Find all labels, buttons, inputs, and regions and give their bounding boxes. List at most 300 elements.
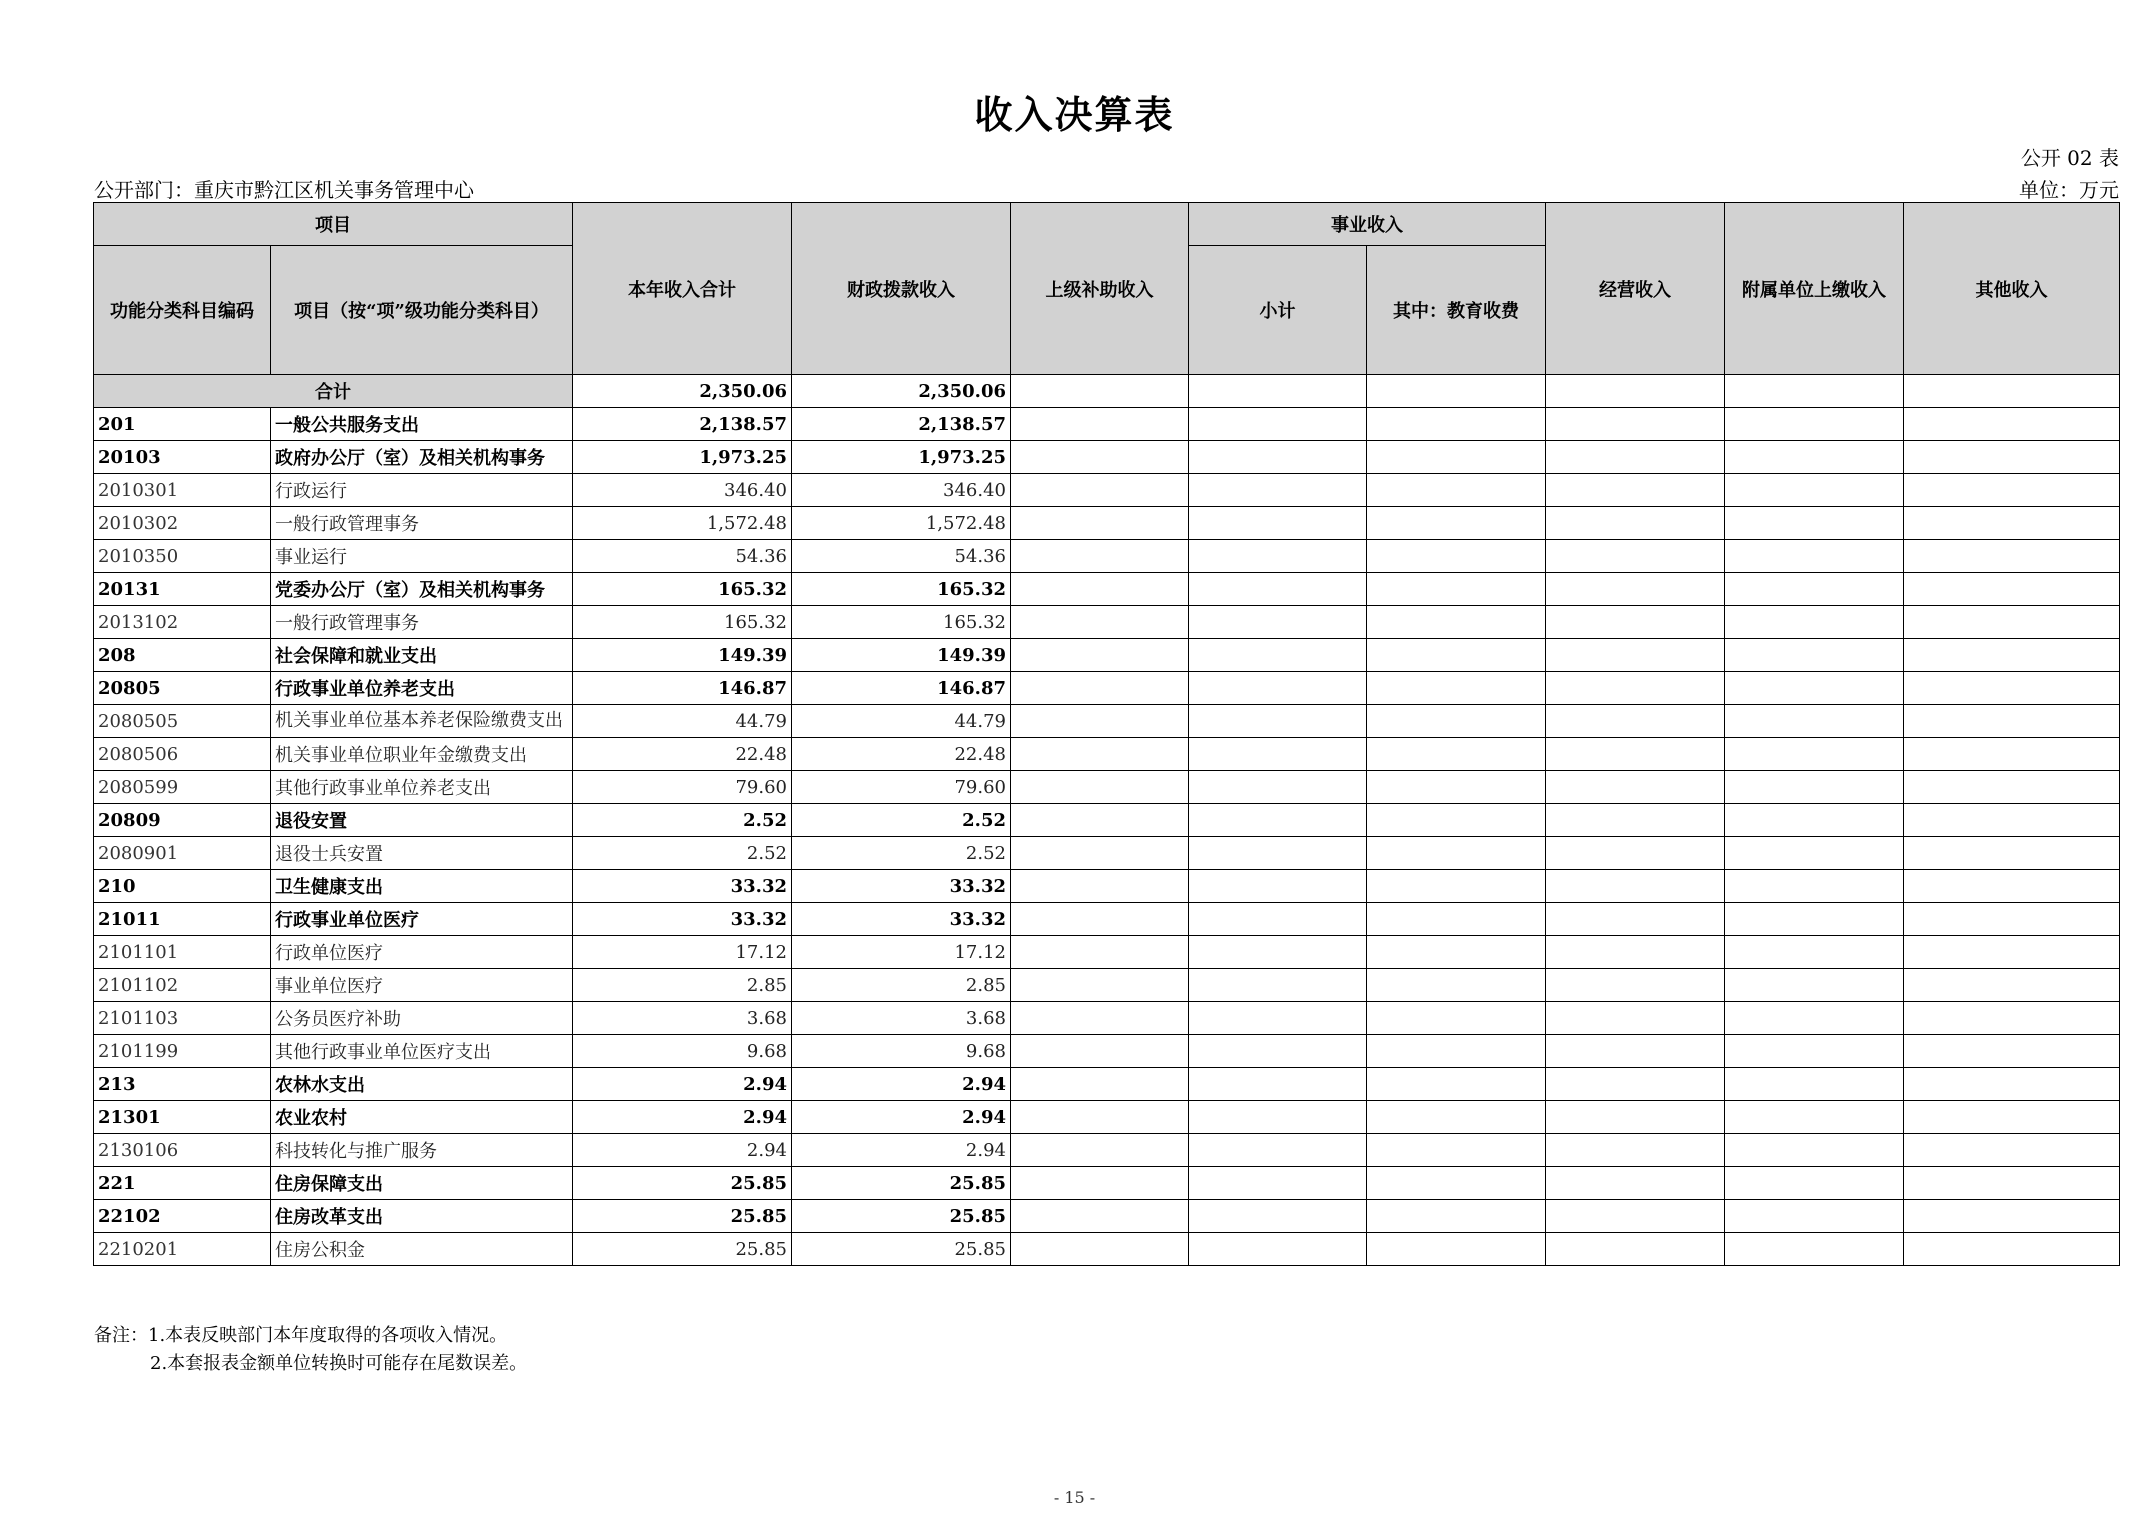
func-code-cell: 2080599 (94, 771, 271, 804)
other-income-cell (1904, 1068, 2120, 1101)
education-fee-cell (1367, 771, 1546, 804)
total-income-cell: 1,973.25 (573, 441, 792, 474)
total-income-cell: 33.32 (573, 903, 792, 936)
affiliated-cell (1725, 639, 1904, 672)
affiliated-cell (1725, 969, 1904, 1002)
header-item-name: 项目（按“项”级功能分类科目） (271, 246, 573, 375)
department-label: 公开部门：重庆市黔江区机关事务管理中心 (94, 178, 474, 202)
table-row (94, 507, 2120, 540)
operating-cell (1546, 474, 1725, 507)
affiliated-cell (1725, 837, 1904, 870)
other-income-cell (1904, 771, 2120, 804)
total-income-cell: 2.52 (573, 804, 792, 837)
item-name-cell: 公务员医疗补助 (271, 1002, 573, 1035)
business-subtotal-cell (1189, 1233, 1367, 1266)
operating-cell (1546, 903, 1725, 936)
affiliated-cell (1725, 738, 1904, 771)
education-fee-cell (1367, 1101, 1546, 1134)
item-name-cell: 社会保障和就业支出 (271, 639, 573, 672)
business-subtotal-cell (1189, 1002, 1367, 1035)
affiliated-cell (1725, 1167, 1904, 1200)
affiliated-cell (1725, 573, 1904, 606)
subsidy-cell (1011, 606, 1189, 639)
business-subtotal-cell (1189, 672, 1367, 705)
business-subtotal-cell (1189, 1200, 1367, 1233)
business-subtotal-cell (1189, 606, 1367, 639)
item-name-cell: 行政单位医疗 (271, 936, 573, 969)
education-fee-cell (1367, 1200, 1546, 1233)
table-body (94, 375, 2120, 1266)
func-code-cell: 2130106 (94, 1134, 271, 1167)
fiscal-cell: 3.68 (792, 1002, 1011, 1035)
subsidy-cell (1011, 540, 1189, 573)
item-name-cell: 事业运行 (271, 540, 573, 573)
total-income-cell: 54.36 (573, 540, 792, 573)
affiliated-cell (1725, 507, 1904, 540)
operating-cell (1546, 507, 1725, 540)
empty-cell (1904, 375, 2120, 408)
subsidy-cell (1011, 804, 1189, 837)
subsidy-cell (1011, 771, 1189, 804)
education-fee-cell (1367, 903, 1546, 936)
total-income-cell: 79.60 (573, 771, 792, 804)
fiscal-cell: 1,973.25 (792, 441, 1011, 474)
affiliated-cell (1725, 408, 1904, 441)
func-code-cell: 20809 (94, 804, 271, 837)
func-code-cell: 2013102 (94, 606, 271, 639)
operating-cell (1546, 1233, 1725, 1266)
business-subtotal-cell (1189, 969, 1367, 1002)
subsidy-cell (1011, 705, 1189, 738)
other-income-cell (1904, 1233, 2120, 1266)
item-name-cell: 一般行政管理事务 (271, 507, 573, 540)
func-code-cell: 2010302 (94, 507, 271, 540)
business-subtotal-cell (1189, 837, 1367, 870)
other-income-cell (1904, 606, 2120, 639)
affiliated-cell (1725, 1035, 1904, 1068)
total-income-cell: 25.85 (573, 1167, 792, 1200)
header-other: 其他收入 (1904, 203, 2120, 375)
total-income-cell: 1,572.48 (573, 507, 792, 540)
header-operating: 经营收入 (1546, 203, 1725, 375)
subsidy-cell (1011, 441, 1189, 474)
header-education: 其中：教育收费 (1367, 246, 1546, 375)
table-row (94, 441, 2120, 474)
fiscal-cell: 22.48 (792, 738, 1011, 771)
business-subtotal-cell (1189, 441, 1367, 474)
subsidy-cell (1011, 1167, 1189, 1200)
total-income-cell: 149.39 (573, 639, 792, 672)
other-income-cell (1904, 705, 2120, 738)
func-code-cell: 2080505 (94, 705, 271, 738)
func-code-cell: 2101199 (94, 1035, 271, 1068)
operating-cell (1546, 804, 1725, 837)
empty-cell (1546, 375, 1725, 408)
income-table (93, 202, 2120, 1266)
fiscal-cell: 1,572.48 (792, 507, 1011, 540)
func-code-cell: 2210201 (94, 1233, 271, 1266)
fiscal-cell: 2.94 (792, 1101, 1011, 1134)
subsidy-cell (1011, 507, 1189, 540)
affiliated-cell (1725, 1068, 1904, 1101)
total-income-cell: 22.48 (573, 738, 792, 771)
fiscal-cell: 146.87 (792, 672, 1011, 705)
affiliated-cell (1725, 903, 1904, 936)
table-row (94, 408, 2120, 441)
education-fee-cell (1367, 441, 1546, 474)
fiscal-cell: 2,138.57 (792, 408, 1011, 441)
table-row (94, 1068, 2120, 1101)
empty-cell (1367, 375, 1546, 408)
subsidy-cell (1011, 969, 1189, 1002)
subsidy-cell (1011, 936, 1189, 969)
header-business: 事业收入 (1189, 203, 1546, 246)
business-subtotal-cell (1189, 1068, 1367, 1101)
education-fee-cell (1367, 870, 1546, 903)
operating-cell (1546, 870, 1725, 903)
empty-cell (1011, 375, 1189, 408)
other-income-cell (1904, 573, 2120, 606)
other-income-cell (1904, 441, 2120, 474)
business-subtotal-cell (1189, 903, 1367, 936)
education-fee-cell (1367, 969, 1546, 1002)
business-subtotal-cell (1189, 540, 1367, 573)
item-name-cell: 一般行政管理事务 (271, 606, 573, 639)
total-income-cell: 44.79 (573, 705, 792, 738)
table-row (94, 573, 2120, 606)
business-subtotal-cell (1189, 738, 1367, 771)
item-name-cell: 其他行政事业单位医疗支出 (271, 1035, 573, 1068)
fiscal-cell: 2.52 (792, 837, 1011, 870)
fiscal-cell: 2.94 (792, 1134, 1011, 1167)
operating-cell (1546, 738, 1725, 771)
business-subtotal-cell (1189, 1035, 1367, 1068)
table-row (94, 672, 2120, 705)
subsidy-cell (1011, 1068, 1189, 1101)
func-code-cell: 221 (94, 1167, 271, 1200)
item-name-cell: 事业单位医疗 (271, 969, 573, 1002)
other-income-cell (1904, 870, 2120, 903)
func-code-cell: 201 (94, 408, 271, 441)
header-total-income: 本年收入合计 (573, 203, 792, 375)
other-income-cell (1904, 639, 2120, 672)
operating-cell (1546, 573, 1725, 606)
note-2: 2.本套报表金额单位转换时可能存在尾数误差。 (150, 1353, 528, 1374)
total-income-cell: 346.40 (573, 474, 792, 507)
fiscal-cell: 25.85 (792, 1233, 1011, 1266)
table-row (94, 1134, 2120, 1167)
education-fee-cell (1367, 1035, 1546, 1068)
subsidy-cell (1011, 837, 1189, 870)
education-fee-cell (1367, 474, 1546, 507)
table-row (94, 1233, 2120, 1266)
education-fee-cell (1367, 639, 1546, 672)
operating-cell (1546, 771, 1725, 804)
item-name-cell: 退役安置 (271, 804, 573, 837)
page-number: - 15 - (1053, 1488, 1096, 1507)
fiscal-cell: 33.32 (792, 870, 1011, 903)
table-row (94, 837, 2120, 870)
operating-cell (1546, 606, 1725, 639)
other-income-cell (1904, 1200, 2120, 1233)
table-row (94, 705, 2120, 738)
fiscal-cell: 33.32 (792, 903, 1011, 936)
operating-cell (1546, 408, 1725, 441)
operating-cell (1546, 1002, 1725, 1035)
subsidy-cell (1011, 870, 1189, 903)
subsidy-cell (1011, 1035, 1189, 1068)
total-income-cell: 25.85 (573, 1233, 792, 1266)
other-income-cell (1904, 672, 2120, 705)
func-code-cell: 2010301 (94, 474, 271, 507)
fiscal-cell: 25.85 (792, 1167, 1011, 1200)
table-row (94, 1167, 2120, 1200)
header-func-code: 功能分类科目编码 (94, 246, 271, 375)
other-income-cell (1904, 936, 2120, 969)
subsidy-cell (1011, 1134, 1189, 1167)
item-name-cell: 卫生健康支出 (271, 870, 573, 903)
total-fiscal-cell: 2,350.06 (792, 375, 1011, 408)
affiliated-cell (1725, 1101, 1904, 1134)
item-name-cell: 退役士兵安置 (271, 837, 573, 870)
affiliated-cell (1725, 771, 1904, 804)
other-income-cell (1904, 474, 2120, 507)
func-code-cell: 210 (94, 870, 271, 903)
affiliated-cell (1725, 606, 1904, 639)
total-income-cell: 25.85 (573, 1200, 792, 1233)
other-income-cell (1904, 738, 2120, 771)
total-income-cell: 9.68 (573, 1035, 792, 1068)
other-income-cell (1904, 1167, 2120, 1200)
item-name-cell: 农林水支出 (271, 1068, 573, 1101)
education-fee-cell (1367, 804, 1546, 837)
item-name-cell: 其他行政事业单位养老支出 (271, 771, 573, 804)
education-fee-cell (1367, 1233, 1546, 1266)
table-row (94, 474, 2120, 507)
education-fee-cell (1367, 573, 1546, 606)
table-row (94, 771, 2120, 804)
fiscal-cell: 17.12 (792, 936, 1011, 969)
table-row (94, 903, 2120, 936)
func-code-cell: 208 (94, 639, 271, 672)
subsidy-cell (1011, 1200, 1189, 1233)
table-row (94, 969, 2120, 1002)
item-name-cell: 科技转化与推广服务 (271, 1134, 573, 1167)
other-income-cell (1904, 1002, 2120, 1035)
unit-label: 单位：万元 (2019, 178, 2119, 202)
education-fee-cell (1367, 837, 1546, 870)
header-item: 项目 (94, 203, 573, 246)
affiliated-cell (1725, 1200, 1904, 1233)
note-1: 备注：1.本表反映部门本年度取得的各项收入情况。 (94, 1325, 508, 1346)
table-row (94, 540, 2120, 573)
other-income-cell (1904, 507, 2120, 540)
fiscal-cell: 346.40 (792, 474, 1011, 507)
total-income-cell: 2.52 (573, 837, 792, 870)
other-income-cell (1904, 903, 2120, 936)
operating-cell (1546, 837, 1725, 870)
item-name-cell: 机关事业单位职业年金缴费支出 (271, 738, 573, 771)
item-name-cell: 住房改革支出 (271, 1200, 573, 1233)
other-income-cell (1904, 1035, 2120, 1068)
item-name-cell: 行政运行 (271, 474, 573, 507)
operating-cell (1546, 969, 1725, 1002)
business-subtotal-cell (1189, 870, 1367, 903)
func-code-cell: 213 (94, 1068, 271, 1101)
subsidy-cell (1011, 474, 1189, 507)
total-income-cell: 165.32 (573, 573, 792, 606)
table-row (94, 1101, 2120, 1134)
total-income-cell: 2.94 (573, 1134, 792, 1167)
business-subtotal-cell (1189, 1167, 1367, 1200)
subsidy-cell (1011, 573, 1189, 606)
notes (94, 1322, 527, 1378)
affiliated-cell (1725, 540, 1904, 573)
business-subtotal-cell (1189, 573, 1367, 606)
item-name-cell: 行政事业单位医疗 (271, 903, 573, 936)
education-fee-cell (1367, 408, 1546, 441)
table-row (94, 804, 2120, 837)
education-fee-cell (1367, 1002, 1546, 1035)
total-income-cell: 146.87 (573, 672, 792, 705)
func-code-cell: 2080506 (94, 738, 271, 771)
item-name-cell: 政府办公厅（室）及相关机构事务 (271, 441, 573, 474)
business-subtotal-cell (1189, 936, 1367, 969)
operating-cell (1546, 672, 1725, 705)
business-subtotal-cell (1189, 1101, 1367, 1134)
total-income-cell: 3.68 (573, 1002, 792, 1035)
education-fee-cell (1367, 936, 1546, 969)
total-income-cell: 2.94 (573, 1101, 792, 1134)
table-row (94, 606, 2120, 639)
item-name-cell: 行政事业单位养老支出 (271, 672, 573, 705)
education-fee-cell (1367, 1167, 1546, 1200)
affiliated-cell (1725, 441, 1904, 474)
total-row (94, 375, 2120, 408)
subsidy-cell (1011, 1101, 1189, 1134)
header-subtotal: 小计 (1189, 246, 1367, 375)
education-fee-cell (1367, 540, 1546, 573)
affiliated-cell (1725, 705, 1904, 738)
total-income-cell: 2,350.06 (573, 375, 792, 408)
operating-cell (1546, 1035, 1725, 1068)
empty-cell (1189, 375, 1367, 408)
total-income-cell: 2,138.57 (573, 408, 792, 441)
total-income-cell: 2.94 (573, 1068, 792, 1101)
operating-cell (1546, 705, 1725, 738)
business-subtotal-cell (1189, 408, 1367, 441)
fiscal-cell: 79.60 (792, 771, 1011, 804)
item-name-cell: 一般公共服务支出 (271, 408, 573, 441)
operating-cell (1546, 1101, 1725, 1134)
business-subtotal-cell (1189, 507, 1367, 540)
table-row (94, 936, 2120, 969)
business-subtotal-cell (1189, 639, 1367, 672)
subsidy-cell (1011, 903, 1189, 936)
table-row (94, 639, 2120, 672)
education-fee-cell (1367, 1068, 1546, 1101)
affiliated-cell (1725, 1233, 1904, 1266)
func-code-cell: 20103 (94, 441, 271, 474)
education-fee-cell (1367, 606, 1546, 639)
other-income-cell (1904, 804, 2120, 837)
func-code-cell: 2101103 (94, 1002, 271, 1035)
total-label: 合计 (94, 375, 573, 408)
item-name-cell: 机关事业单位基本养老保险缴费支出 (271, 705, 573, 738)
operating-cell (1546, 441, 1725, 474)
other-income-cell (1904, 837, 2120, 870)
item-name-cell: 党委办公厅（室）及相关机构事务 (271, 573, 573, 606)
header-subsidy: 上级补助收入 (1011, 203, 1189, 375)
fiscal-cell: 2.85 (792, 969, 1011, 1002)
operating-cell (1546, 639, 1725, 672)
operating-cell (1546, 540, 1725, 573)
fiscal-cell: 9.68 (792, 1035, 1011, 1068)
func-code-cell: 2101102 (94, 969, 271, 1002)
table-row (94, 1200, 2120, 1233)
fiscal-cell: 25.85 (792, 1200, 1011, 1233)
education-fee-cell (1367, 507, 1546, 540)
affiliated-cell (1725, 870, 1904, 903)
other-income-cell (1904, 408, 2120, 441)
func-code-cell: 20131 (94, 573, 271, 606)
header-row-1 (94, 203, 2120, 246)
form-number: 公开 02 表 (2020, 146, 2119, 170)
other-income-cell (1904, 969, 2120, 1002)
affiliated-cell (1725, 804, 1904, 837)
table-row (94, 738, 2120, 771)
fiscal-cell: 2.94 (792, 1068, 1011, 1101)
header-fiscal: 财政拨款收入 (792, 203, 1011, 375)
other-income-cell (1904, 1101, 2120, 1134)
func-code-cell: 2080901 (94, 837, 271, 870)
subsidy-cell (1011, 408, 1189, 441)
total-income-cell: 165.32 (573, 606, 792, 639)
func-code-cell: 22102 (94, 1200, 271, 1233)
operating-cell (1546, 936, 1725, 969)
education-fee-cell (1367, 672, 1546, 705)
education-fee-cell (1367, 738, 1546, 771)
operating-cell (1546, 1134, 1725, 1167)
total-income-cell: 2.85 (573, 969, 792, 1002)
total-income-cell: 17.12 (573, 936, 792, 969)
table-row (94, 1002, 2120, 1035)
fiscal-cell: 149.39 (792, 639, 1011, 672)
func-code-cell: 21301 (94, 1101, 271, 1134)
fiscal-cell: 2.52 (792, 804, 1011, 837)
subsidy-cell (1011, 639, 1189, 672)
subsidy-cell (1011, 672, 1189, 705)
func-code-cell: 21011 (94, 903, 271, 936)
func-code-cell: 2101101 (94, 936, 271, 969)
affiliated-cell (1725, 672, 1904, 705)
operating-cell (1546, 1167, 1725, 1200)
func-code-cell: 20805 (94, 672, 271, 705)
subsidy-cell (1011, 738, 1189, 771)
page-title: 收入决算表 (974, 92, 1175, 137)
education-fee-cell (1367, 705, 1546, 738)
total-income-cell: 33.32 (573, 870, 792, 903)
operating-cell (1546, 1200, 1725, 1233)
table-row (94, 870, 2120, 903)
affiliated-cell (1725, 1134, 1904, 1167)
func-code-cell: 2010350 (94, 540, 271, 573)
item-name-cell: 住房保障支出 (271, 1167, 573, 1200)
affiliated-cell (1725, 1002, 1904, 1035)
other-income-cell (1904, 1134, 2120, 1167)
business-subtotal-cell (1189, 474, 1367, 507)
empty-cell (1725, 375, 1904, 408)
